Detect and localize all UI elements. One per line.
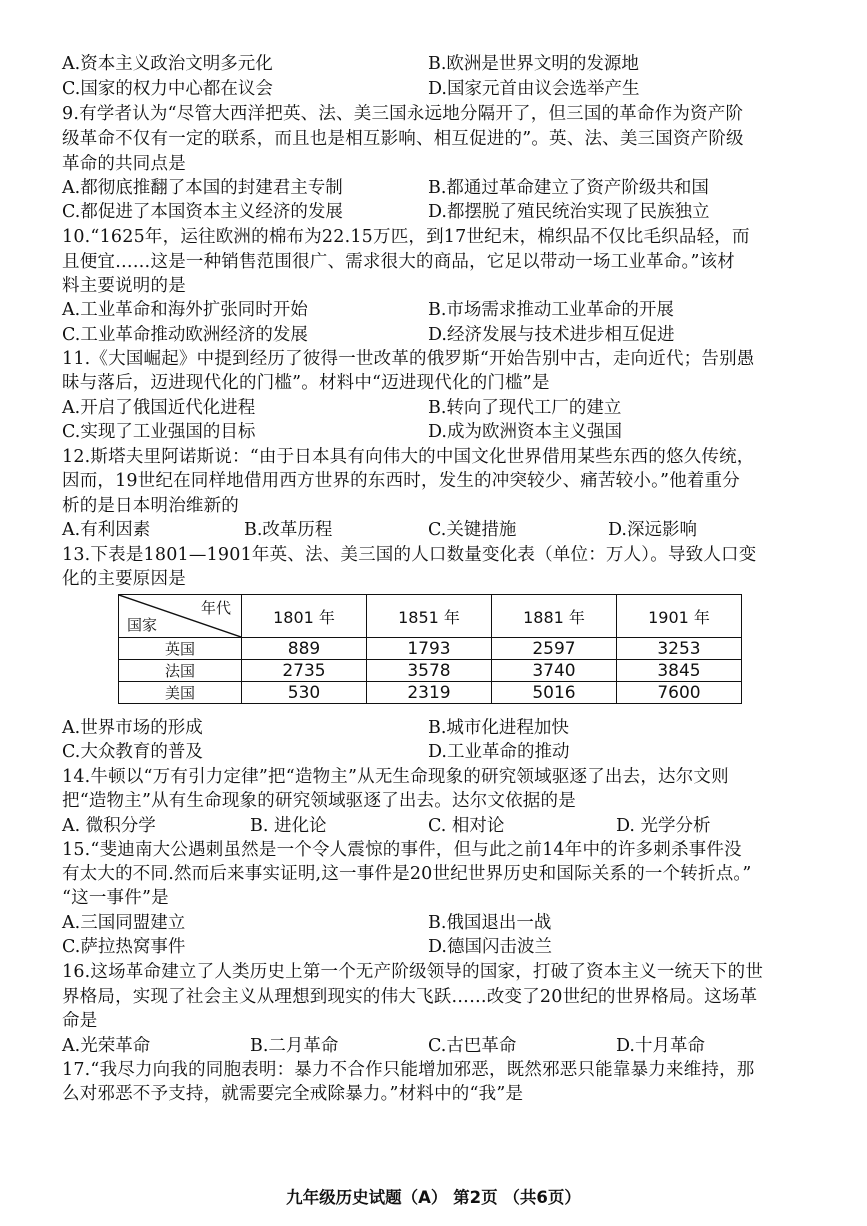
value-cell: 2735 [242,660,367,682]
q12-option-d: D.深远影响 [608,520,697,540]
q10-stem-line-3: 料主要说明的是 [62,276,186,296]
q14-option-a: A. 微积分学 [62,816,156,836]
table-header-row [119,595,742,638]
q12-stem-line-3: 析的是日本明治维新的 [62,496,239,516]
q15-stem-line-2: 有太大的不同.然而后来事实证明,这一事件是20世纪世界历史和国际关系的一个转折点。” [62,864,752,884]
q16-option-d: D.十月革命 [616,1036,705,1056]
q14-option-c: C. 相对论 [428,816,505,836]
q15-option-c: C.萨拉热窝事件 [62,937,186,957]
value-cell: 889 [242,638,367,660]
q15-option-a: A.三国同盟建立 [62,913,186,933]
q11-option-c: C.实现了工业强国的目标 [62,422,256,442]
q16-stem-line-3: 命是 [62,1011,98,1031]
country-cell: 英国 [119,638,242,660]
q8-option-c: C.国家的权力中心都在议会 [62,79,273,99]
q13-option-a: A.世界市场的形成 [62,718,203,738]
table-row [119,638,742,660]
year-header: 1851 年 [367,595,492,638]
year-header: 1881 年 [492,595,617,638]
q15-stem-line-1: 15.“斐迪南大公遇刺虽然是一个令人震惊的事件，但与此之前14年中的许多刺杀事件没 [62,840,742,860]
table-row [119,682,742,704]
q9-option-d: D.都摆脱了殖民统治实现了民族独立 [428,202,710,222]
q12-stem-line-1: 12.斯塔夫里阿诺斯说：“由于日本具有向伟大的中国文化世界借用某些东西的悠久传统， [62,447,755,467]
q13-stem-line-1: 13.下表是1801—1901年英、法、美三国的人口数量变化表（单位：万人）。导致人口变 [62,545,757,565]
q14-option-d: D. 光学分析 [616,816,711,836]
q11-option-b: B.转向了现代工厂的建立 [428,398,622,418]
q11-option-d: D.成为欧洲资本主义强国 [428,422,622,442]
table-corner-cell [119,595,242,638]
table-row [119,660,742,682]
q9-option-b: B.都通过革命建立了资产阶级共和国 [428,178,709,198]
q15-option-d: D.德国闪击波兰 [428,937,552,957]
value-cell: 3578 [367,660,492,682]
q8-option-b: B.欧洲是世界文明的发源地 [428,54,639,74]
q9-stem-line-1: 9.有学者认为“尽管大西洋把英、法、美三国永远地分隔开了，但三国的革命作为资产阶 [62,104,744,124]
value-cell: 2319 [367,682,492,704]
q10-option-d: D.经济发展与技术进步相互促进 [428,325,675,345]
q13-option-b: B.城市化进程加快 [428,718,569,738]
q10-option-b: B.市场需求推动工业革命的开展 [428,300,674,320]
year-header: 1901 年 [617,595,742,638]
value-cell: 3845 [617,660,742,682]
q14-stem-line-1: 14.牛顿以“万有引力定律”把“造物主”从无生命现象的研究领域驱逐了出去，达尔文则 [62,767,729,787]
q14-stem-line-2: 把“造物主”从有生命现象的研究领域驱逐了出去。达尔文依据的是 [62,791,576,811]
q12-stem-line-2: 因而，19世纪在同样地借用西方世界的东西时，发生的冲突较少、痛苦较小。”他着重分 [62,471,740,491]
q12-option-a: A.有利因素 [62,520,151,540]
q9-option-c: C.都促进了本国资本主义经济的发展 [62,202,343,222]
value-cell: 530 [242,682,367,704]
year-header: 1801 年 [242,595,367,638]
q11-option-a: A.开启了俄国近代化进程 [62,398,256,418]
value-cell: 1793 [367,638,492,660]
q16-option-b: B.二月革命 [250,1036,339,1056]
q17-stem-line-2: 么对邪恶不予支持，就需要完全戒除暴力。”材料中的“我”是 [62,1084,524,1104]
q8-option-d: D.国家元首由议会选举产生 [428,79,640,99]
population-table [118,594,742,704]
value-cell: 7600 [617,682,742,704]
q12-option-b: B.改革历程 [244,520,333,540]
q13-stem-line-2: 化的主要原因是 [62,569,186,589]
q13-option-d: D.工业革命的推动 [428,742,570,762]
q13-option-c: C.大众教育的普及 [62,742,203,762]
q10-stem-line-2: 且便宜……这是一种销售范围很广、需求很大的商品，它足以带动一场工业革命。”该材 [62,252,735,272]
q15-stem-line-3: “这一事件”是 [62,888,169,908]
value-cell: 2597 [492,638,617,660]
corner-label-country: 国家 [127,616,158,634]
country-cell: 美国 [119,682,242,704]
page-footer: 九年级历史试题（A） 第2页 （共6页） [286,1188,581,1207]
value-cell: 3740 [492,660,617,682]
q16-stem-line-1: 16.这场革命建立了人类历史上第一个无产阶级领导的国家，打破了资本主义一统天下的世 [62,962,764,982]
q11-stem-line-1: 11.《大国崛起》中提到经历了彼得一世改革的俄罗斯“开始告别中古，走向近代；告别愚 [62,349,755,369]
value-cell: 5016 [492,682,617,704]
corner-label-year: 年代 [200,599,231,617]
q9-stem-line-2: 级革命不仅有一定的联系，而且也是相互影响、相互促进的”。英、法、美三国资产阶级 [62,129,744,149]
q10-option-a: A.工业革命和海外扩张同时开始 [62,300,308,320]
q8-option-a: A.资本主义政治文明多元化 [62,54,273,74]
q10-stem-line-1: 10.“1625年，运往欧洲的棉布为22.15万匹，到17世纪末，棉织品不仅比毛织品轻，而 [62,227,750,247]
value-cell: 3253 [617,638,742,660]
q11-stem-line-2: 昧与落后，迈进现代化的门槛”。材料中“迈进现代化的门槛”是 [62,373,550,393]
q9-stem-line-3: 革命的共同点是 [62,154,186,174]
q9-option-a: A.都彻底推翻了本国的封建君主专制 [62,178,343,198]
q12-option-c: C.关键措施 [428,520,517,540]
q16-stem-line-2: 界格局，实现了社会主义从理想到现实的伟大飞跃……改变了20世纪的世界格局。这场革 [62,987,758,1007]
q16-option-c: C.古巴革命 [428,1036,517,1056]
q14-option-b: B. 进化论 [250,816,327,836]
q15-option-b: B.俄国退出一战 [428,913,552,933]
country-cell: 法国 [119,660,242,682]
q17-stem-line-1: 17.“我尽力向我的同胞表明：暴力不合作只能增加邪恶，既然邪恶只能靠暴力来维持，那 [62,1060,755,1080]
q10-option-c: C.工业革命推动欧洲经济的发展 [62,325,308,345]
q16-option-a: A.光荣革命 [62,1036,151,1056]
